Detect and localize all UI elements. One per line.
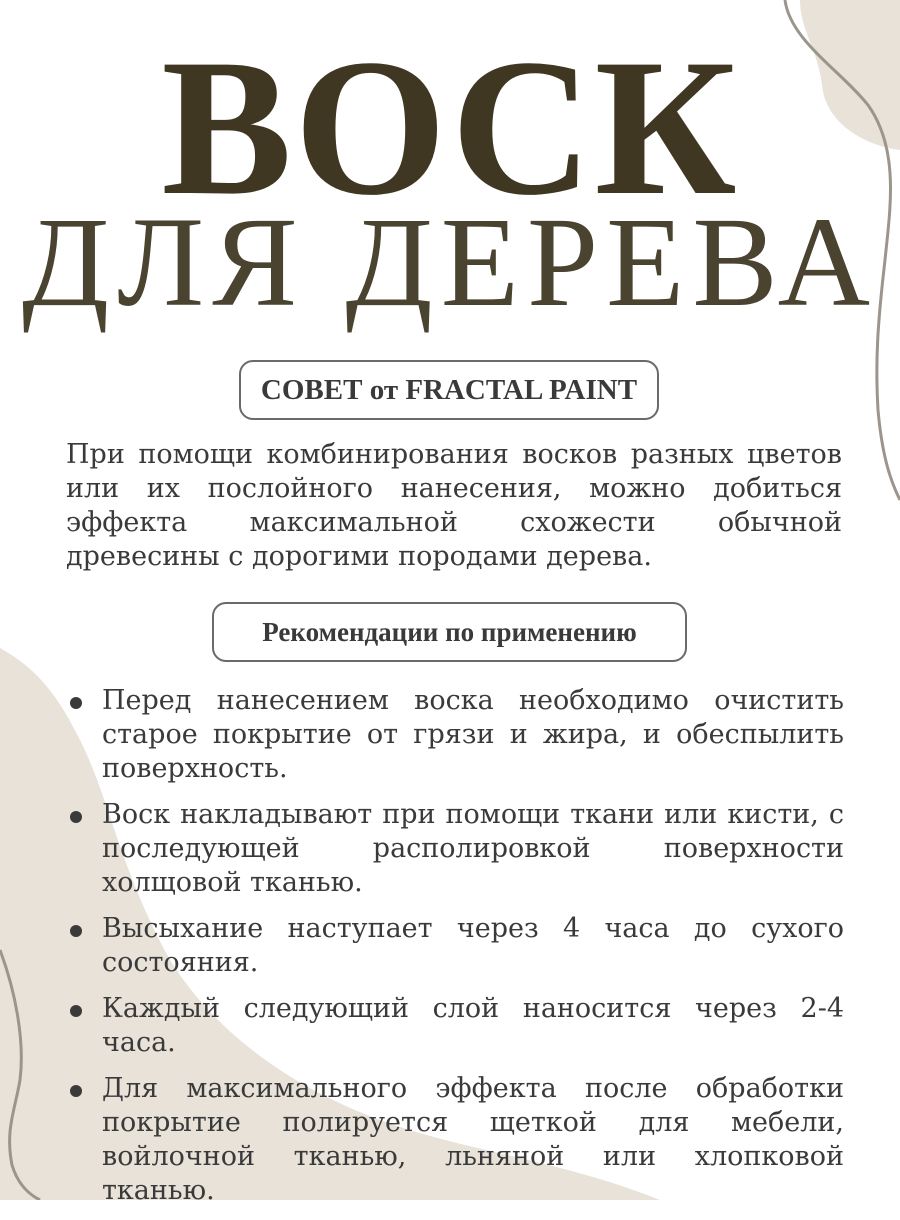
advice-text: При помощи комбинирования восков разных цветов или их послойного нанесения, можно добиться эффекта максимальной схожести обычной древесины с дорогими породами дерева. (66, 439, 842, 572)
bullet-icon (70, 697, 82, 709)
recommendations-list (64, 684, 844, 1220)
advice-label: СОВЕТ от FRACTAL PAINT (239, 360, 659, 420)
list-item-text: Каждый следующий слой наносится через 2-4 часа. (102, 993, 844, 1058)
page-subtitle: ДЛЯ ДЕРЕВА (21, 191, 879, 333)
list-item-text: Перед нанесением воска необходимо очистить старое покрытие от грязи и жира, и обеспылить поверхность. (102, 685, 844, 784)
list-item-text: Для максимального эффекта после обработки покрытие полируется щеткой для мебели, войлочной тканью, льняной или хлопковой тканью. (102, 1073, 844, 1206)
list-item (64, 992, 844, 1060)
list-item-text: Воск накладывают при помощи ткани или кисти, с последующей располировкой поверхности холщовой тканью. (102, 799, 844, 898)
bullet-icon (70, 1005, 82, 1017)
list-item (64, 1072, 844, 1208)
list-item-text: Высыхание наступает через 4 часа до сухого состояния. (102, 913, 844, 978)
list-item (64, 912, 844, 980)
bullet-icon (70, 811, 82, 823)
list-item (64, 684, 844, 786)
page-title: ВОСК (161, 19, 739, 236)
list-item (64, 798, 844, 900)
bullet-icon (70, 1085, 82, 1097)
bullet-icon (70, 925, 82, 937)
recommendations-label: Рекомендации по применению (212, 602, 687, 662)
